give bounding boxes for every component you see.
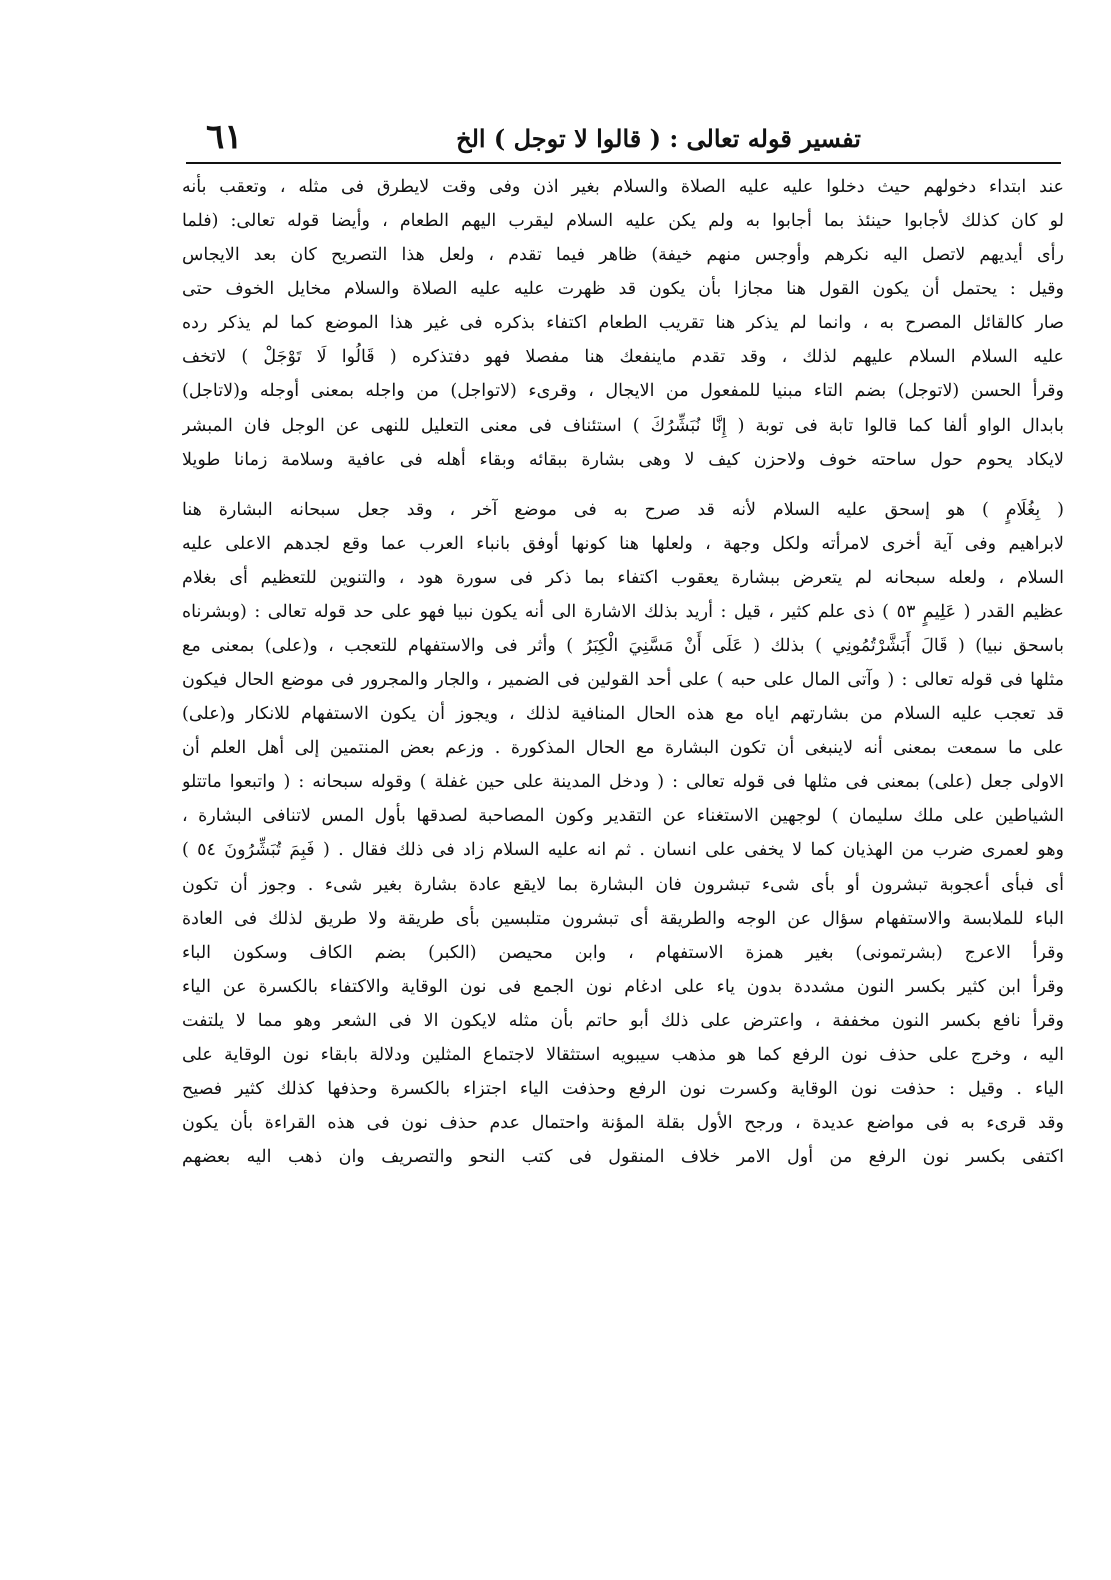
text-line: الياء . وقيل : حذفت نون الوقاية وكسرت نون الرفع وحذفت الياء اجتزاء بالكسرة وحذفها كذلك كثير فصيح <box>182 1079 1064 1100</box>
text-line: الاولى جعل (على) بمعنى فى مثلها فى قوله تعالى : ( ودخل المدينة على حين غفلة ) وقوله سبحانه : ( واتبعوا ماتتلو <box>182 772 1064 793</box>
text-line: على ما سمعت بمعنى أنه لاينبغى أن تكون البشارة مع الحال المذكورة . وزعم بعض المنتمين إلى أهل العلم أن <box>182 738 1064 759</box>
text-line: لابراهيم وفى آية أخرى لامرأته ولكل وجهة ، ولعلها هنا كونها أوفق بانباء العرب عما وقع لجدهم الاعلى عليه <box>182 533 1064 554</box>
text-line: وقرأ الاعرج (بشرتمونى) بغير همزة الاستفهام ، وابن محيصن (الكبر) بضم الكاف وسكون الباء <box>182 942 1064 963</box>
text-line: الشياطين على ملك سليمان ) لوجهين الاستغناء عن التقدير وكون المصاحبة لصدقها بأول المس لاتنافى البشارة ، <box>182 806 1064 827</box>
running-title: تفسير قوله تعالى : ( قالوا لا توجل ) الخ <box>456 124 861 153</box>
text-line: وهو لعمرى ضرب من الهذيان كما لا يخفى على انسان . ثم انه عليه السلام زاد فى ذلك فقال . ( فَبِمَ تُبَشِّرُونَ ٥٤ ) <box>182 840 1064 861</box>
text-line: رأى أيديهم لاتصل اليه نكرهم وأوجس منهم خيفة) ظاهر فيما تقدم ، ولعل هذا التصريح كان بعد الايجاس <box>182 245 1064 266</box>
text-line: السلام ، ولعله سبحانه لم يتعرض ببشارة يعقوب اكتفاء بما ذكر فى سورة هود ، والتنوين للتعظيم أى بغلام <box>182 567 1064 588</box>
text-line: عظيم القدر ( عَلِيمٍ ٥٣ ) ذى علم كثير ، قيل : أريد بذلك الاشارة الى أنه يكون نبيا فهو على حد قوله تعالى : (وبشرناه <box>182 601 1064 622</box>
paragraph-1 <box>182 170 1064 477</box>
page-number: ٦١ <box>206 117 243 157</box>
text-line: اكتفى بكسر نون الرفع من أول الامر خلاف المنقول فى كتب النحو والتصريف وان ذهب اليه بعضهم <box>182 1147 1064 1168</box>
text-line: مثلها فى قوله تعالى : ( وآتى المال على حبه ) على أحد القولين فى الضمير ، والجار والمجرور فى موضع الحال فيكون <box>182 670 1064 691</box>
text-line: قد تعجب عليه السلام من بشارتهم اياه مع هذه الحال المنافية لذلك ، ويجوز أن يكون الاستفهام للانكار و(على) <box>182 704 1064 725</box>
text-line: وقيل : يحتمل أن يكون القول هنا مجازا بأن يكون قد ظهرت عليه عليه الصلاة والسلام مخايل الخوف حتى <box>182 279 1064 300</box>
text-line: عليه السلام السلام عليهم لذلك ، وقد تقدم ماينفعك هنا مفصلا فهو دفتذكره ( قَالُوا لَا تَوْجَلْ ) لاتخف <box>182 347 1064 368</box>
paragraph-3 <box>182 936 1064 1175</box>
text-line: أى فبأى أعجوبة تبشرون أو بأى شىء تبشرون فان البشارة بما لايقع عادة بشارة بغير شىء . وجوز أن تكون <box>182 874 1064 895</box>
text-line: ( بِغُلَامٍ ) هو إسحق عليه السلام لأنه قد صرح به فى موضع آخر ، وقد جعل سبحانه البشارة هنا <box>182 499 1064 520</box>
header-rule <box>186 162 1061 164</box>
text-line: وقرأ الحسن (لاتوجل) بضم التاء مبنيا للمفعول من الايجال ، وقرىء (لاتواجل) من واجله بمعنى أوجله و(لاتاجل) <box>182 381 1064 402</box>
text-line: اليه ، وخرج على حذف نون الرفع كما هو مذهب سيبويه استثقالا لاجتماع المثلين ودلالة بابقاء نون الوقاية على <box>182 1044 1064 1065</box>
text-line: بابدال الواو ألفا كما قالوا تابة فى توبة ( إِنَّا نُبَشِّرُكَ ) استئناف فى معنى التعليل للنهى عن الوجل فان المبشر <box>182 415 1064 436</box>
body-text <box>182 170 1064 1174</box>
text-line: عند ابتداء دخولهم حيث دخلوا عليه عليه الصلاة والسلام بغير اذن وفى وقت لايطرق فى مثله ، وتعقب بأنه <box>182 177 1064 197</box>
text-line: لايكاد يحوم حول ساحته خوف ولاحزن كيف لا وهى بشارة ببقائه وبقاء أهله فى عافية وسلامة زمانا طويلا <box>182 449 1064 470</box>
text-line: باسحق نبيا) ( قَالَ أَبَشَّرْتُمُونِي ) بذلك ( عَلَى أَنْ مَسَّنِيَ الْكِبَرُ ) وأثر فى والاستفهام للتعجب ، و(على) بمعنى مع <box>182 636 1064 657</box>
paragraph-2 <box>182 493 1064 936</box>
text-line: صار كالقائل المصرح به ، وانما لم يذكر هنا تقريب الطعام اكتفاء بذكره فى غير هذا الموضع كما لم يذكر رده <box>182 313 1064 334</box>
page-header <box>186 114 1061 160</box>
paragraph-gap <box>182 477 1064 493</box>
text-line: وقد قرىء به فى مواضع عديدة ، ورجح الأول بقلة المؤنة واحتمال عدم حذف نون فى هذه القراءة بأن يكون <box>182 1113 1064 1134</box>
text-line: وقرأ نافع بكسر النون مخففة ، واعترض على ذلك أبو حاتم بأن مثله لايكون الا فى الشعر وهو مما لا يلتفت <box>182 1010 1064 1031</box>
text-line: الباء للملابسة والاستفهام سؤال عن الوجه والطريقة أى تبشرون متلبسين بأى طريقة ولا طريق لذلك فى العادة <box>182 908 1064 929</box>
text-line: لو كان كذلك لأجابوا حينئذ بما أجابوا به ولم يكن عليه السلام ليقرب اليهم الطعام ، وأيضا قوله تعالى: (فلما <box>182 211 1064 232</box>
text-line: وقرأ ابن كثير بكسر النون مشددة بدون ياء على ادغام نون الجمع فى نون الوقاية والاكتفاء بالكسرة عن الياء <box>182 976 1064 997</box>
